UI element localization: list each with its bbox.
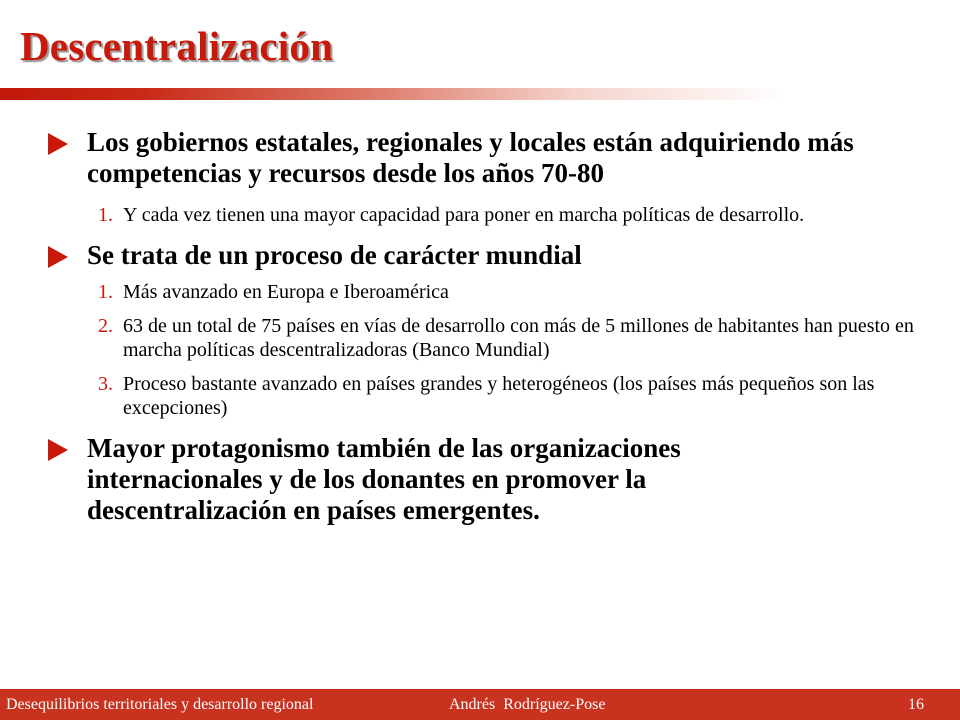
sub-item-text: Y cada vez tienen una mayor capacidad para poner en marcha políticas de desarrollo. bbox=[123, 204, 805, 226]
bullet-item bbox=[48, 433, 948, 526]
bullet-arrow-icon bbox=[48, 133, 68, 155]
sub-item bbox=[98, 280, 948, 304]
sub-item-text: Proceso bastante avanzado en países grandes y heterogéneos (los países más pequeños son las excepciones) bbox=[123, 373, 875, 419]
sub-item bbox=[98, 203, 948, 227]
sub-item-number: 3. bbox=[98, 373, 113, 395]
sub-item-number: 1. bbox=[98, 204, 113, 226]
sub-list bbox=[48, 280, 948, 420]
sub-item-text: Más avanzado en Europa e Iberoamérica bbox=[123, 281, 449, 303]
bullet-arrow-icon bbox=[48, 439, 68, 461]
bullet-item bbox=[48, 127, 948, 189]
sub-item-number: 1. bbox=[98, 281, 113, 303]
sub-item-number: 2. bbox=[98, 315, 113, 337]
bullet-text: Mayor protagonismo también de las organizaciones internacionales y de los donantes en promover la descentralización en países emergentes. bbox=[87, 433, 681, 525]
bullet-item bbox=[48, 240, 948, 271]
slide-title: Descentralización bbox=[20, 23, 334, 69]
bullet-text: Los gobiernos estatales, regionales y locales están adquiriendo más competencias y recursos desde los años 70-80 bbox=[87, 127, 854, 188]
sub-item-text: 63 de un total de 75 países en vías de desarrollo con más de 5 millones de habitantes han puesto en marcha políticas descentralizadoras (Banco Mundial) bbox=[123, 315, 914, 361]
sub-list bbox=[48, 203, 948, 227]
bullet-text: Se trata de un proceso de carácter mundial bbox=[87, 240, 582, 270]
sub-item bbox=[98, 314, 948, 362]
footer-page-number: 16 bbox=[908, 696, 924, 713]
slide-content bbox=[48, 127, 948, 526]
sub-item bbox=[98, 372, 948, 420]
footer-bar bbox=[0, 689, 960, 720]
footer-author: Andrés Rodríguez-Pose bbox=[449, 696, 606, 713]
title-gradient-bar bbox=[0, 88, 960, 100]
footer-course-title: Desequilibrios territoriales y desarrollo regional bbox=[6, 696, 314, 713]
bullet-arrow-icon bbox=[48, 246, 68, 268]
